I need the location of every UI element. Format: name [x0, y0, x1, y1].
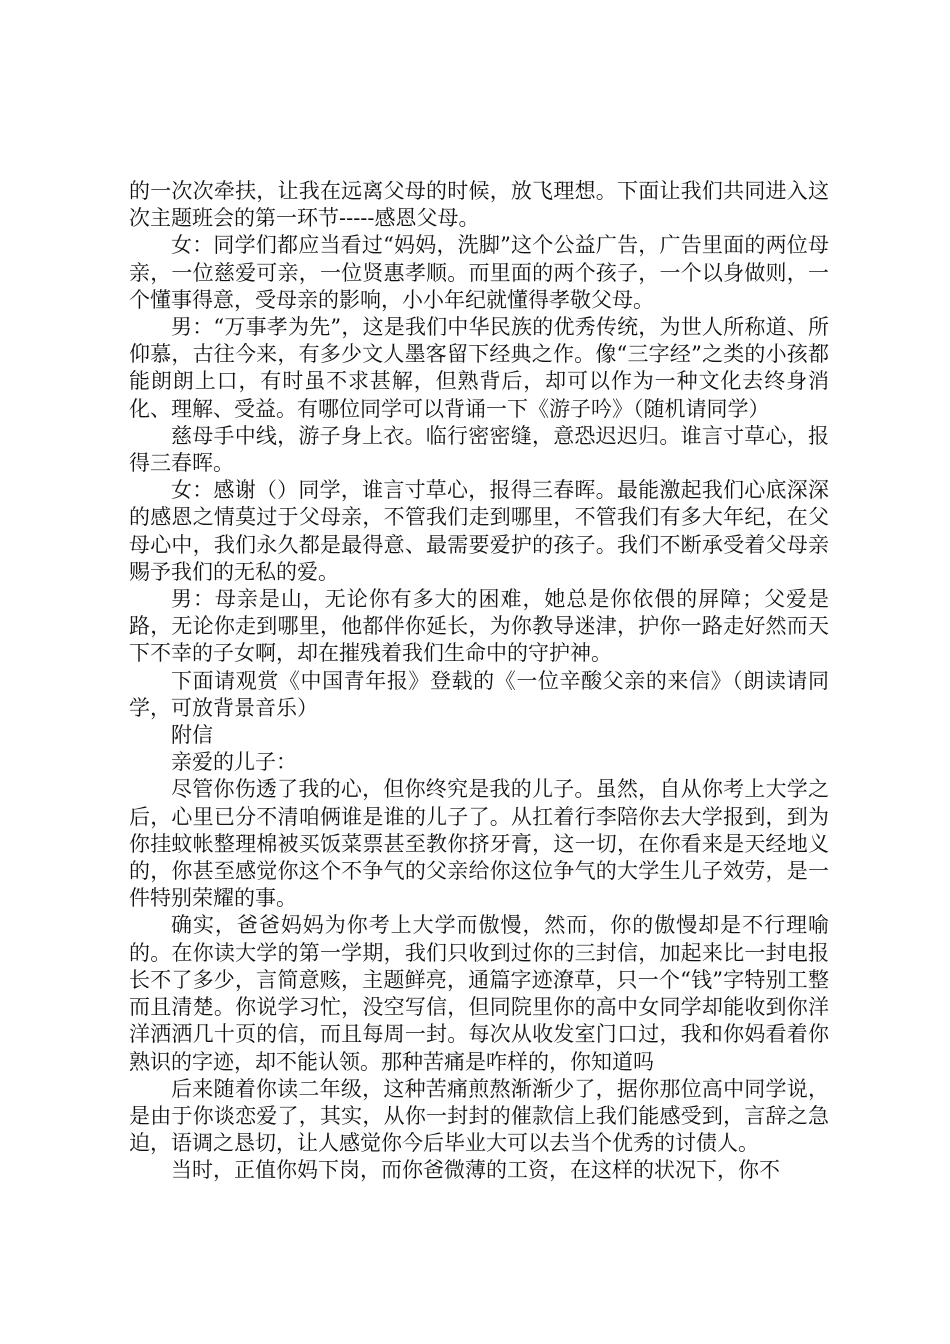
paragraph-male-host-1: 男：“万事孝为先”，这是我们中华民族的优秀传统，为世人所称道、所仰慕，古往今来，有多少文人墨客留下经典之作。像“三字经”之类的小孩都能朗朗上口，有时虽不求甚解，但熟背后，却可以作为一种文化去终身消化、理解、受益。有哪位同学可以背诵一下《游子吟》（随机请同学） [129, 315, 829, 421]
paragraph-male-host-2: 男：母亲是山，无论你有多大的困难，她总是你依偎的屏障；父爱是路，无论你走到哪里，他都伴你延长，为你教导迷津，护你一路走好然而天下不幸的子女啊，却在摧残着我们生命中的守护神。 [129, 587, 829, 666]
paragraph-letter-intro: 下面请观赏《中国青年报》登载的《一位辛酸父亲的来信》（朗读请同学，可放背景音乐） [129, 668, 829, 720]
paragraph-intro-continuation: 的一次次牵扶，让我在远离父母的时候，放飞理想。下面让我们共同进入这次主题班会的第一环节-----感恩父母。 [129, 179, 829, 231]
paragraph-attached-letter-label: 附信 [171, 723, 213, 748]
paragraph-letter-3: 后来随着你读二年级，这种苦痛煎熬渐渐少了，据你那位高中同学说，是由于你谈恋爱了，其实，从你一封封的催款信上我们能感受到，言辞之急迫，语调之恳切，让人感觉你今后毕业大可以去当个优秀的讨债人。 [129, 1076, 829, 1156]
paragraph-poem: 慈母手中线，游子身上衣。临行密密缝，意恐迟迟归。谁言寸草心，报得三春晖。 [129, 423, 829, 476]
paragraph-letter-1: 尽管你伤透了我的心，但你终究是我的儿子。虽然，自从你考上大学之后，心里已分不清咱俩谁是谁的儿子了。从扛着行李陪你去大学报到，到为你挂蚊帐整理棉被买饭菜票甚至教你挤牙膏，这一切，在你看来是天经地义的，你甚至感觉你这个不争气的父亲给你这位争气的大学生儿子效劳，是一件特别荣耀的事。 [129, 777, 829, 911]
paragraph-female-host-2: 女：感谢（）同学，谁言寸草心，报得三春晖。最能激起我们心底深深的感恩之情莫过于父母亲，不管我们走到哪里，不管我们有多大年纪，在父母心中，我们永久都是最得意、最需要爱护的孩子。我们不断承受着父母亲赐予我们的无私的爱。 [129, 478, 829, 584]
paragraph-letter-salutation: 亲爱的儿子： [171, 750, 297, 775]
paragraph-female-host-1: 女：同学们都应当看过“妈妈，洗脚”这个公益广告，广告里面的两位母亲，一位慈爱可亲，一位贤惠孝顺。而里面的两个孩子，一个以身做则，一个懂事得意，受母亲的影响，小小年纪就懂得孝敬父母。 [129, 233, 829, 312]
paragraph-letter-4: 当时，正值你妈下岗，而你爸微薄的工资，在这样的状况下，你不 [171, 1158, 780, 1183]
paragraph-letter-2: 确实，爸爸妈妈为你考上大学而傲慢，然而，你的傲慢却是不行理喻的。在你读大学的第一学期，我们只收到过你的三封信，加起来比一封电报长不了多少，言简意赅，主题鲜亮，通篇字迹潦草，只一个“钱”字特别工整而且清楚。你说学习忙，没空写信，但同院里你的高中女同学却能收到你洋洋洒洒几十页的信，而且每周一封。每次从收发室门口过，我和你妈看着你熟识的字迹，却不能认领。那种苦痛是咋样的，你知道吗 [129, 913, 829, 1074]
document-body [129, 178, 829, 1185]
